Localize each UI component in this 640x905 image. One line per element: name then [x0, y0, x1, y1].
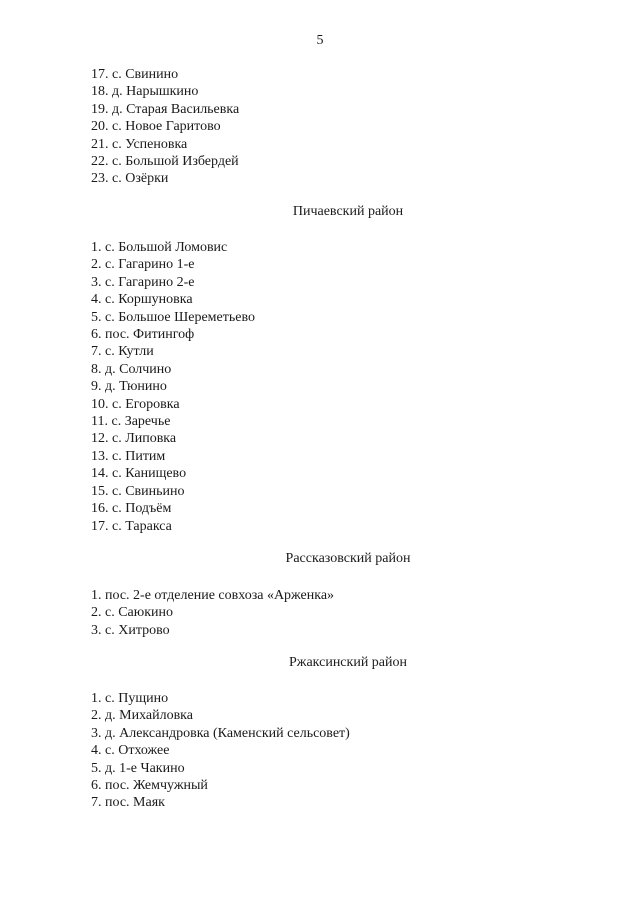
settlement-list-rasskazovsky — [91, 587, 334, 639]
list-item: 6. пос. Жемчужный — [91, 778, 208, 794]
list-item: 1. с. Пущино — [91, 691, 169, 706]
list-item: 19. д. Старая Васильевка — [91, 101, 240, 117]
list-item: 10. с. Егоровка — [91, 396, 180, 412]
list-item: 2. с. Саюкино — [91, 605, 174, 621]
list-item: 2. с. Гагарино 1-е — [91, 257, 195, 273]
list-item: 1. пос. 2-е отделение совхоза «Арженка» — [91, 588, 335, 603]
section-heading-rzhaksinsky: Ржаксинский район — [288, 655, 408, 670]
settlement-list-continued — [91, 66, 239, 188]
section-heading-pichaevsky: Пичаевский район — [292, 204, 404, 219]
list-item: 17. с. Свинино — [91, 67, 179, 82]
list-item: 9. д. Тюнино — [91, 379, 167, 395]
list-item: 17. с. Таракса — [91, 518, 172, 534]
list-item: 4. с. Отхожее — [91, 743, 170, 759]
list-item: 6. пос. Фитингоф — [91, 327, 195, 343]
list-item: 5. д. 1-е Чакино — [91, 760, 185, 776]
list-item: 7. пос. Маяк — [91, 795, 165, 811]
list-item: 22. с. Большой Избердей — [91, 154, 239, 170]
list-item: 8. д. Солчино — [91, 361, 172, 377]
list-item: 14. с. Канищево — [91, 466, 187, 482]
list-item: 13. с. Питим — [91, 448, 166, 464]
list-item: 7. с. Кутли — [91, 344, 154, 360]
settlement-list-rzhaksinsky — [91, 690, 350, 812]
list-item: 23. с. Озёрки — [91, 171, 169, 187]
list-item: 3. с. Гагарино 2-е — [91, 274, 195, 290]
list-item: 3. д. Александровка (Каменский сельсовет) — [91, 725, 350, 741]
list-item: 21. с. Успеновка — [91, 136, 188, 152]
list-item: 16. с. Подъём — [91, 501, 172, 517]
settlement-list-pichaevsky — [91, 239, 255, 535]
list-item: 1. с. Большой Ломовис — [91, 240, 228, 255]
list-item: 3. с. Хитрово — [91, 622, 170, 638]
list-item: 15. с. Свиньино — [91, 483, 185, 499]
list-item: 18. д. Нарышкино — [91, 84, 199, 100]
list-item: 2. д. Михайловка — [91, 708, 193, 724]
list-item: 5. с. Большое Шереметьево — [91, 309, 255, 325]
list-item: 12. с. Липовка — [91, 431, 177, 447]
list-item: 4. с. Коршуновка — [91, 292, 193, 308]
page-number: 5 — [316, 33, 324, 48]
section-heading-rasskazovsky: Рассказовский район — [285, 551, 411, 566]
list-item: 11. с. Заречье — [91, 414, 171, 430]
list-item: 20. с. Новое Гаритово — [91, 119, 221, 135]
